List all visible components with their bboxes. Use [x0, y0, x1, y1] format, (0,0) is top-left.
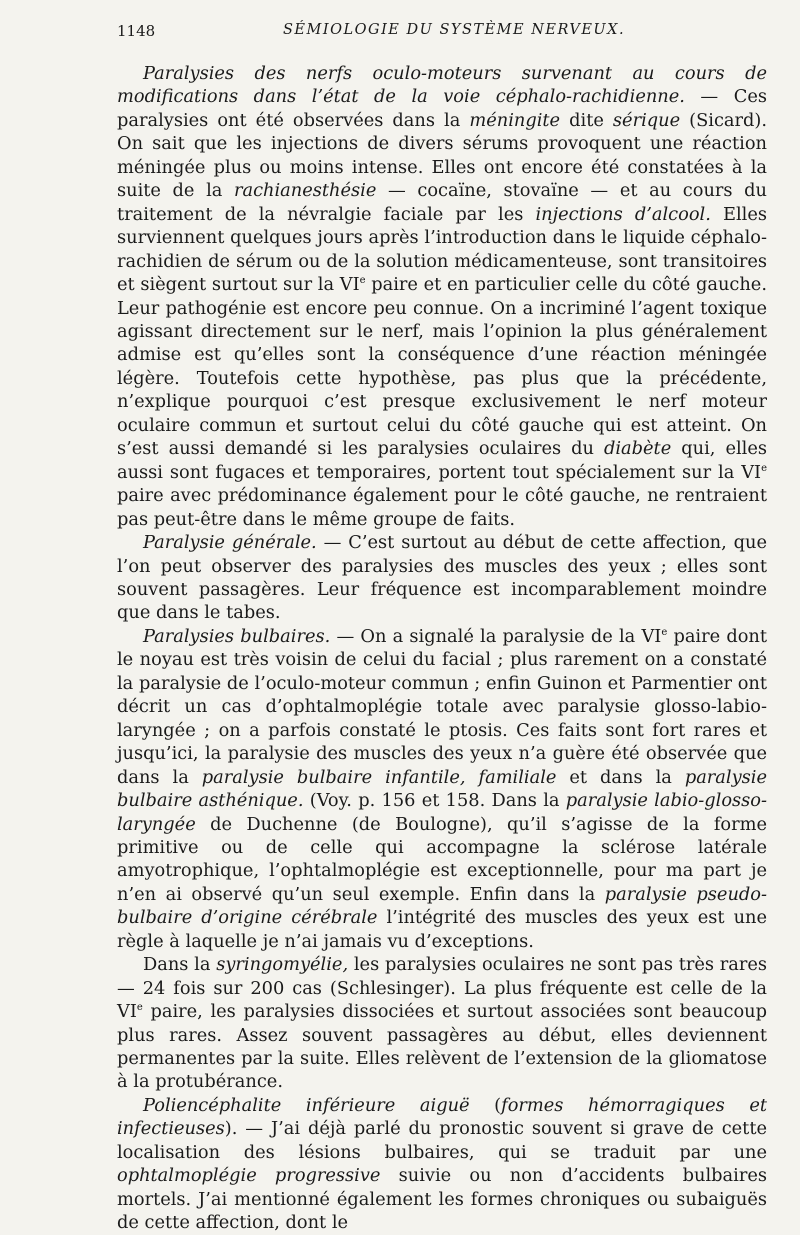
text-run: Dans la — [143, 954, 217, 976]
italic-text: paralysie pseudo-bulbaire d’origine cérébrale — [117, 883, 767, 929]
italic-text: sérique — [612, 109, 681, 131]
text-run: ). — J’ai déjà parlé du pronostic souvent si grave de cette localisation des lésions bulbaires, qui se traduit par une — [117, 1118, 767, 1163]
text-run: et dans la — [556, 766, 685, 788]
text-run: paire, les paralysies dissociées et surtout associées sont beaucoup plus rares. Assez souvent passagères au début, elles deviennent permanentes par la suite. Elles relèvent de l’extension de la gliomatose à la protubérance. — [117, 1001, 767, 1093]
paragraph-p2 — [117, 531, 767, 625]
italic-text: diabète — [603, 438, 672, 460]
text-run: — cocaïne, stovaïne — et au cours du traitement de la névralgie faciale par les — [117, 180, 767, 225]
text-run: — On a signalé la paralysie de la VI — [330, 625, 662, 647]
running-title: SÉMIOLOGIE DU SYSTÈME NERVEUX. — [283, 22, 626, 38]
paragraph-p3 — [117, 625, 767, 953]
text-run: Elles surviennent quelques jours après l’introduction dans le liquide céphalo-rachidien de sérum ou de la solution médicamenteuse, sont transitoires et siègent surtout sur la VI — [117, 203, 767, 296]
text-run: — C’est surtout au début de cette affection, que l’on peut observer des paralysies des muscles des yeux ; elles sont souvent passagères. Leur fréquence est incomparablement moindre que dans le tabes. — [117, 532, 767, 624]
superscript: e — [761, 462, 767, 474]
text-run: paire dont le noyau est très voisin de celui du facial ; plus rarement on a constaté la paralysie de l’oculo-moteur commun ; enfin Guinon et Parmentier ont décrit un cas d’ophtalmoplégie totale avec paralysie glosso-labio-laryngée ; on a parfois constaté le ptosis. Ces faits sont fort rares et jusqu’ici, la paralysie des muscles des yeux n’a guère été observée que dans la — [117, 625, 768, 788]
italic-text: Poliencéphalite inférieure aiguë — [143, 1094, 470, 1116]
text-run: qui, elles aussi sont fugaces et temporaires, portent tout spécialement sur la VI — [117, 438, 768, 483]
text-run: l’intégrité des muscles des yeux est une règle à laquelle je n’ai jamais vu d’exceptions. — [117, 907, 767, 952]
text-run: ( — [469, 1094, 502, 1116]
italic-text: Paralysies bulbaires. — [143, 625, 331, 647]
text-run: de Duchenne (de Boulogne), qu’il s’agisse de la forme primitive ou de celle qui accompagne la sclérose latérale amyotrophique, l’ophtalmoplégie est exceptionnelle, pour ma part je n’en ai observé qu’un seul exemple. Enfin dans la — [117, 813, 767, 905]
italic-text: Paralysies des nerfs oculo-moteurs survenant au cours de modifications dans l’état de la voie céphalo-rachidienne. — [117, 63, 767, 108]
italic-text: paralysie bulbaire infantile, familiale — [201, 766, 557, 788]
text-run: les paralysies oculaires ne sont pas très rares — 24 fois sur 200 cas (Schlesinger). La plus fréquente est celle de la VI — [117, 954, 768, 1023]
page-header — [117, 22, 762, 46]
italic-text: formes hémorragiques et infectieuses — [117, 1094, 768, 1140]
text-run: (Voy. p. 156 et 158. Dans la — [303, 790, 566, 812]
text-run: (Sicard). On sait que les injections de divers sérums provoquent une réaction méningée plus ou moins intense. Elles ont encore été constatées à la suite de la — [117, 109, 768, 202]
text-run: paire et en particulier celle du côté gauche. Leur pathogénie est encore peu connue. On a incriminé l’agent toxique agissant directement sur le nerf, mais l’opinion la plus généralement admise est qu’elles sont la conséquence d’une réaction méningée légère. Toutefois cette hypothèse, pas plus que la précédente, n’explique pourquoi c’est presque exclusivement le nerf moteur oculaire commun et surtout celui du côté gauche qui est atteint. On s’est aussi demandé si les paralysies oculaires du — [117, 274, 767, 460]
italic-text: rachianesthésie — [233, 180, 377, 202]
paragraph-p1 — [117, 62, 767, 531]
italic-text: paralysie bulbaire asthénique. — [117, 766, 767, 812]
italic-text: méningite — [469, 109, 561, 131]
text-run: paire avec prédominance également pour le côté gauche, ne rentraient pas peut-être dans le même groupe de faits. — [117, 485, 767, 530]
italic-text: ophtalmoplégie progressive — [117, 1165, 381, 1187]
superscript: e — [359, 275, 366, 287]
paragraph-p4 — [117, 953, 767, 1094]
text-run: dite — [560, 109, 613, 131]
superscript: e — [136, 1002, 143, 1014]
text-run: — Ces paralysies ont été observées dans la — [117, 86, 767, 131]
italic-text: Paralysie générale. — [143, 532, 317, 554]
italic-text: syringomyélie, — [216, 954, 349, 976]
paragraph-p5 — [117, 1094, 767, 1235]
text-run: suivie ou non d’accidents bulbaires mortels. J’ai mentionné également les formes chroniques ou subaiguës de cette affection, dont le — [117, 1165, 767, 1234]
italic-text: paralysie labio-glosso-laryngée — [117, 790, 767, 835]
italic-text: injections d’alcool. — [535, 203, 711, 225]
superscript: e — [661, 626, 668, 638]
body-text — [117, 62, 767, 1235]
page-number: 1148 — [117, 22, 156, 40]
